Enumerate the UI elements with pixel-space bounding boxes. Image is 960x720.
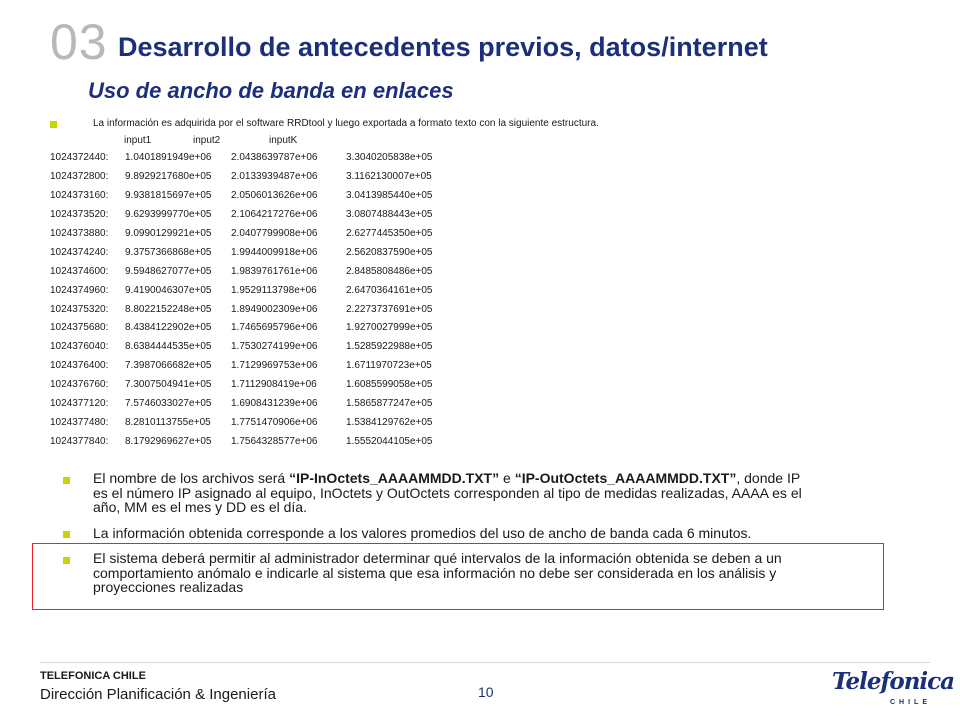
input2-cell: 2.0407799908e+06 [231, 227, 318, 239]
input2-cell: 1.9839761761e+06 [231, 265, 318, 277]
slide-title: Desarrollo de antecedentes previos, datos/internet [118, 32, 768, 62]
file-naming-line2: es el número IP asignado al equipo, InOctets y OutOctets corresponden al tipo de medidas realizadas, AAAA es el [93, 484, 802, 501]
input1-cell: 8.4384122902e+05 [125, 322, 212, 334]
file-naming-line3: año, MM es el mes y DD es el día. [93, 499, 307, 515]
input2-cell: 1.7564328577e+06 [231, 436, 318, 448]
logo-wordmark: Telefonica [832, 668, 955, 695]
input2-cell: 1.7465695796e+06 [231, 322, 318, 334]
input1-cell: 7.3007504941e+05 [125, 379, 212, 391]
timestamp-cell: 1024374960: [50, 284, 109, 296]
column-header-input1: input1 [124, 135, 152, 146]
input1-cell: 8.6384444535e+05 [125, 341, 212, 353]
telefonica-logo [832, 668, 955, 712]
footer-department: Dirección Planificación & Ingeniería [40, 686, 276, 703]
timestamp-cell: 1024375320: [50, 303, 109, 315]
timestamp-cell: 1024377480: [50, 417, 109, 429]
timestamp-cell: 1024375680: [50, 322, 109, 334]
input1-cell: 7.5746033027e+05 [125, 398, 212, 410]
input1-cell: 9.0990129921e+05 [125, 227, 212, 239]
inputk-cell: 2.2273737691e+05 [346, 303, 433, 315]
timestamp-cell: 1024374600: [50, 265, 109, 277]
inputk-cell: 3.1162130007e+05 [346, 170, 432, 182]
timestamp-cell: 1024377840: [50, 436, 109, 448]
inputk-cell: 2.8485808486e+05 [346, 265, 433, 277]
input2-cell: 1.9944009918e+06 [231, 246, 318, 258]
inoctets-filename: “IP-InOctets_AAAAMMDD.TXT” [289, 470, 500, 486]
column-header-input2: input2 [193, 135, 221, 146]
timestamp-cell: 1024376400: [50, 360, 109, 372]
input1-cell: 9.4190046307e+05 [125, 284, 212, 296]
inputk-cell: 1.5384129762e+05 [346, 417, 433, 429]
input1-cell: 9.8929217680e+05 [125, 170, 212, 182]
page-number: 10 [478, 684, 494, 700]
input2-cell: 1.7129969753e+06 [231, 360, 318, 372]
input1-cell: 1.0401891949e+06 [125, 152, 212, 163]
inputk-cell: 2.6470364161e+05 [346, 284, 433, 296]
input2-cell: 1.9529113798e+06 [231, 284, 317, 296]
timestamp-cell: 1024373880: [50, 227, 109, 239]
input1-cell: 9.3757366868e+05 [125, 246, 212, 258]
inputk-cell: 1.6711970723e+05 [346, 360, 432, 372]
timestamp-cell: 1024373160: [50, 189, 109, 201]
bullet-marker [63, 557, 70, 564]
input1-cell: 9.5948627077e+05 [125, 265, 212, 277]
inputk-cell: 2.5620837590e+05 [346, 246, 433, 258]
bullet-marker [63, 477, 70, 484]
input2-cell: 1.7751470906e+06 [231, 417, 318, 429]
inputk-cell: 3.0413985440e+05 [346, 189, 433, 201]
input2-cell: 1.8949002309e+06 [231, 303, 318, 315]
requirement-line2: comportamiento anómalo e indicarle al sistema que esa información no debe ser considerada en los análisis y [93, 564, 777, 581]
bullet-marker [50, 121, 57, 128]
timestamp-cell: 1024376760: [50, 379, 109, 391]
requirement-line3: proyecciones realizadas [93, 579, 244, 595]
input1-cell: 7.3987066682e+05 [125, 360, 212, 372]
requirement-line1: El sistema deberá permitir al administrador determinar qué intervalos de la información obtenida se deben a un [93, 550, 782, 566]
intro-text: La información es adquirida por el software RRDtool y luego exportada a formato texto con la siguiente estructura. [93, 118, 599, 129]
inputk-cell: 1.5552044105e+05 [346, 436, 433, 448]
requirement-paragraph [93, 551, 782, 595]
inputk-cell: 1.6085599058e+05 [346, 379, 433, 391]
footer-divider [40, 662, 930, 663]
input2-cell: 2.0438639787e+06 [231, 152, 318, 163]
inputk-cell: 2.6277445350e+05 [346, 227, 433, 239]
inputk-cell: 1.5285922988e+05 [346, 341, 433, 353]
input2-cell: 2.0133939487e+06 [231, 170, 318, 182]
footer-company: TELEFONICA CHILE [40, 670, 146, 682]
outoctets-filename: “IP-OutOctets_AAAAMMDD.TXT” [514, 470, 737, 486]
input1-cell: 9.9381815697e+05 [125, 189, 212, 201]
input1-cell: 9.6293999770e+05 [125, 208, 212, 220]
timestamp-cell: 1024377120: [50, 398, 109, 410]
input2-cell: 2.1064217276e+06 [231, 208, 318, 220]
inputk-cell: 1.5865877247e+05 [346, 398, 433, 410]
timestamp-cell: 1024372440: [50, 152, 109, 163]
sampling-paragraph: La información obtenida corresponde a los valores promedios del uso de ancho de banda cada 6 minutos. [93, 525, 752, 541]
inputk-cell: 3.3040205838e+05 [346, 152, 433, 163]
conjunction-text: e [499, 470, 515, 486]
file-naming-tail: , donde IP [736, 470, 801, 486]
timestamp-cell: 1024373520: [50, 208, 109, 220]
bullet-marker [63, 531, 70, 538]
input1-cell: 8.8022152248e+05 [125, 303, 212, 315]
logo-country: CHILE [890, 699, 931, 706]
timestamp-cell: 1024376040: [50, 341, 109, 353]
timestamp-cell: 1024374240: [50, 246, 109, 258]
inputk-cell: 3.0807488443e+05 [346, 208, 433, 220]
slide-number: 03 [50, 14, 108, 70]
input2-cell: 1.7530274199e+06 [231, 341, 318, 353]
input2-cell: 1.6908431239e+06 [231, 398, 318, 410]
timestamp-cell: 1024372800: [50, 170, 109, 182]
input1-cell: 8.2810113755e+05 [125, 417, 211, 429]
input2-cell: 1.7112908419e+06 [231, 379, 317, 391]
file-naming-paragraph [93, 471, 893, 515]
slide-subtitle: Uso de ancho de banda en enlaces [88, 78, 454, 103]
file-naming-text: El nombre de los archivos será [93, 470, 290, 486]
column-header-inputk: inputK [269, 135, 298, 146]
input2-cell: 2.0506013626e+06 [231, 189, 318, 201]
input1-cell: 8.1792969627e+05 [125, 436, 212, 448]
inputk-cell: 1.9270027999e+05 [346, 322, 433, 334]
